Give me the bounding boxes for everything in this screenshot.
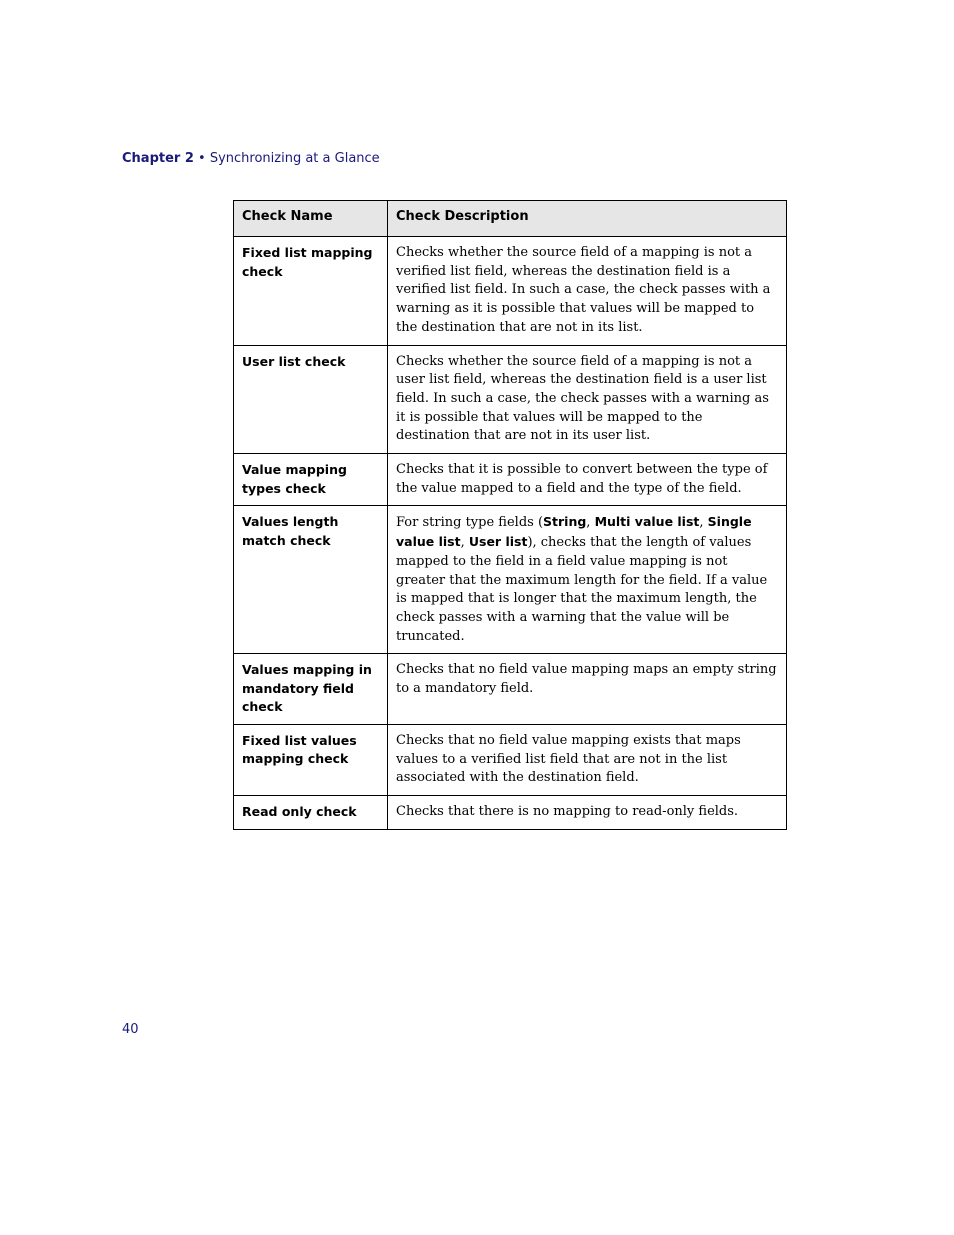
field-type-user-list: User list (468, 534, 528, 550)
table-row (234, 345, 787, 454)
header-separator: • (198, 151, 206, 166)
check-description: Checks that there is no mapping to read-only fields. (388, 795, 787, 829)
field-type-multi-value-list: Multi value list (594, 514, 700, 530)
check-description (388, 506, 787, 654)
table-row (234, 654, 787, 725)
check-name: Read only check (234, 795, 388, 829)
check-description: Checks whether the source field of a mapping is not a user list field, whereas the destination field is a user list field. In such a case, the check passes with a warning as it is possible that values will be mapped to the destination that are not in its user list. (388, 345, 787, 454)
description-intro: For string type fields ( (396, 515, 544, 531)
check-name: Values mapping in mandatory field check (234, 654, 388, 725)
field-type-string: String (543, 514, 587, 530)
check-description: Checks that it is possible to convert between the type of the value mapped to a field and the type of the field. (388, 454, 787, 506)
description-separator: , (460, 535, 469, 551)
page-number: 40 (122, 1022, 139, 1037)
description-separator: , (586, 515, 595, 531)
checks-table (233, 200, 787, 830)
table-row (234, 724, 787, 795)
running-header (122, 151, 380, 166)
field-type-single-value-list: Single value list (396, 514, 752, 550)
table-row (234, 506, 787, 654)
check-name: User list check (234, 345, 388, 454)
description-separator: , (699, 515, 708, 531)
description-rest: ), checks that the length of values mapped to the field in a field value mapping is not greater that the maximum length for the field. If a value is mapped that is longer that the maximum length, the check passes with a warning that the value will be truncated. (396, 535, 768, 644)
column-header-check-description: Check Description (388, 201, 787, 237)
check-description: Checks that no field value mapping maps an empty string to a mandatory field. (388, 654, 787, 725)
table-row (234, 795, 787, 829)
check-name: Fixed list values mapping check (234, 724, 388, 795)
table-header-row (234, 201, 787, 237)
table-row (234, 237, 787, 346)
chapter-label: Chapter 2 (122, 151, 194, 166)
table-row (234, 454, 787, 506)
column-header-check-name: Check Name (234, 201, 388, 237)
section-title: Synchronizing at a Glance (209, 151, 380, 166)
check-name: Values length match check (234, 506, 388, 654)
check-name: Value mapping types check (234, 454, 388, 506)
check-name: Fixed list mapping check (234, 237, 388, 346)
check-description: Checks whether the source field of a mapping is not a verified list field, whereas the destination field is a verified list field. In such a case, the check passes with a warning as it is possible that values will be mapped to the destination that are not in its list. (388, 237, 787, 346)
check-description: Checks that no field value mapping exists that maps values to a verified list field that are not in the list associated with the destination field. (388, 724, 787, 795)
